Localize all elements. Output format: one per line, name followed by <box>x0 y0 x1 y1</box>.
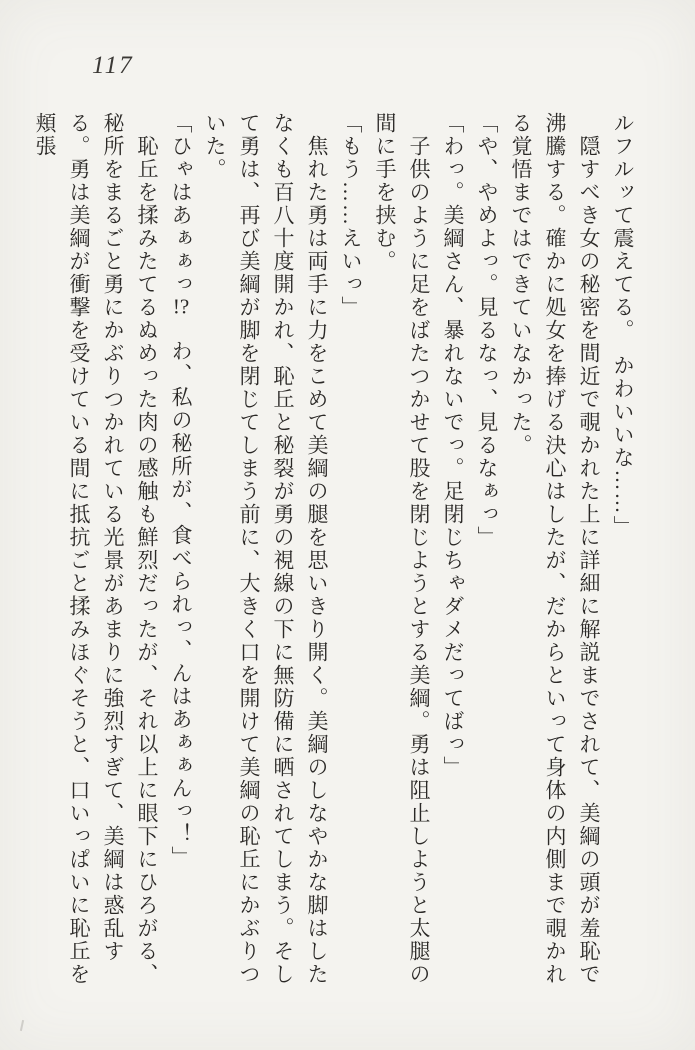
paragraph: 「や、やめよっ。見るなっ、見るなぁっ」 <box>475 112 499 549</box>
page-text <box>28 112 640 996</box>
paragraph: 隠すべき女の秘密を間近で覗かれた上に詳細に解説までされて、美綱の頭が羞恥で沸騰する。確かに処女を捧げる決心はしたが、だからといって身体の内側まで覗かれる覚悟まではできていなかった。 <box>509 112 601 986</box>
paragraph: 恥丘を揉みたてるぬめった肉の感触も鮮烈だったが、それ以上に眼下にひろがる、秘所をまるごと勇にかぶりつかれている光景があまりに強烈すぎて、美綱は惑乱する。勇は美綱が衝撃を受けている間に抵抗ごと揉みほぐそうと、口いっぱいに恥丘を頬張 <box>33 112 159 986</box>
paragraph: 「ひゃはあぁぁっ!? わ、私の秘所が、食べられっ、んはあぁぁんっ！」 <box>169 112 193 869</box>
scan-artifact <box>20 1020 24 1031</box>
page-number: 117 <box>92 52 134 79</box>
paragraph: 子供のように足をばたつかせて股を閉じようとする美綱。勇は阻止しようと太腿の間に手を挟む。 <box>373 112 431 986</box>
paragraph: 「もう……えいっ」 <box>339 112 363 319</box>
paragraph: 「わっ。美綱さん、暴れないでっ。足閉じちゃダメだってばっ」 <box>441 112 465 779</box>
paragraph: ルフルッて震えてる。 かわいいな……」 <box>611 112 635 539</box>
paragraph: 焦れた勇は両手に力をこめて美綱の腿を思いきり開く。美綱のしなやかな脚はしたなくも百八十度開かれ、恥丘と秘裂が勇の視線の下に無防備に晒されてしまう。そして勇は、再び美綱が脚を閉じてしまう前に、大きく口を開けて美綱の恥丘にかぶりついた。 <box>203 112 329 986</box>
